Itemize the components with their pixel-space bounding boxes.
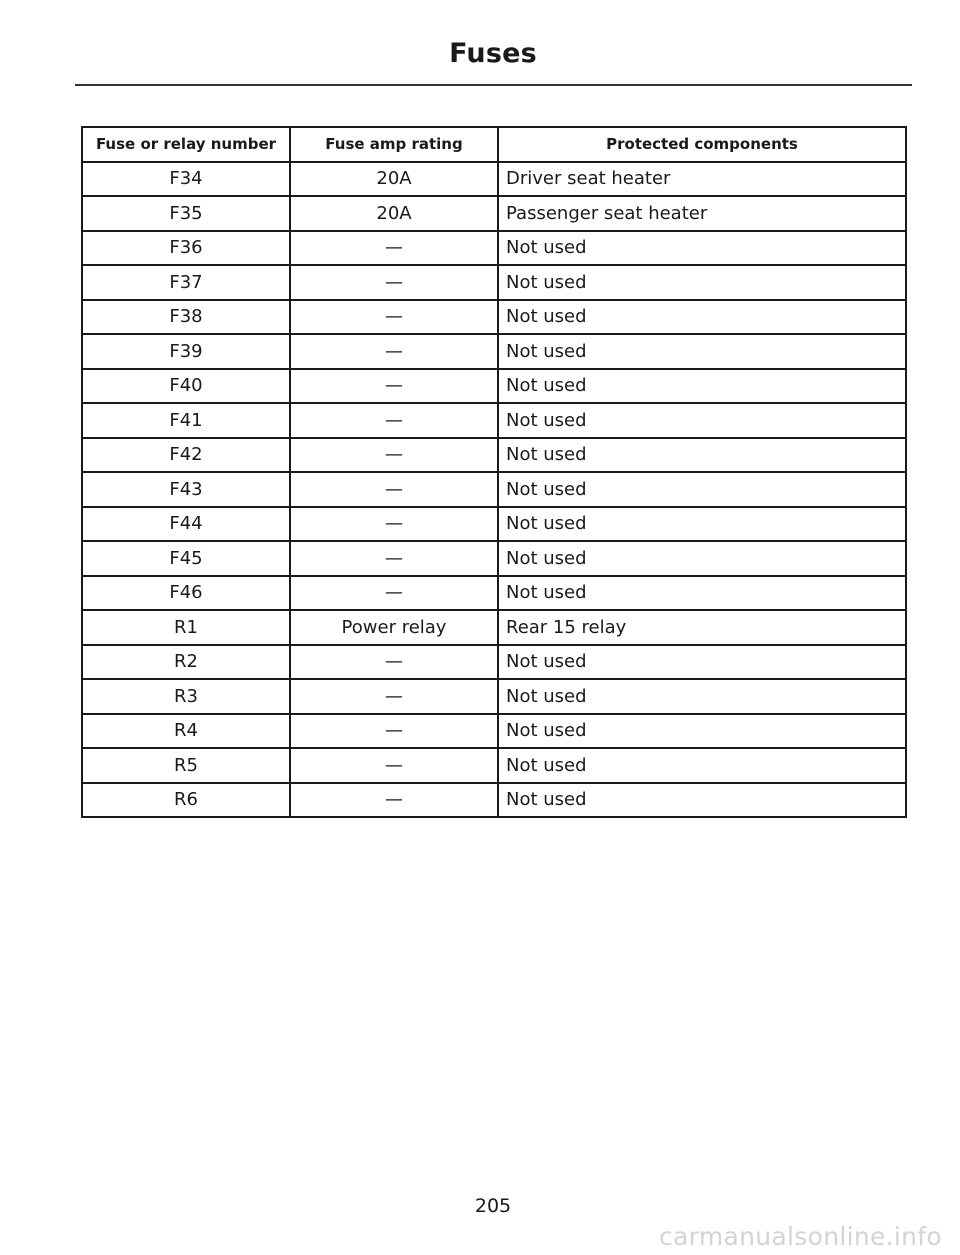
fuse-table bbox=[81, 126, 907, 818]
amp-rating-cell: — bbox=[290, 576, 498, 611]
protected-component-cell: Passenger seat heater bbox=[498, 196, 906, 231]
amp-rating-cell: — bbox=[290, 472, 498, 507]
protected-component-cell: Not used bbox=[498, 576, 906, 611]
protected-component-cell: Not used bbox=[498, 369, 906, 404]
table-row bbox=[82, 265, 906, 300]
amp-rating-cell: — bbox=[290, 748, 498, 783]
table-body bbox=[82, 162, 906, 818]
table-row bbox=[82, 507, 906, 542]
amp-rating-cell: — bbox=[290, 645, 498, 680]
fuse-number-cell: R1 bbox=[82, 610, 290, 645]
table-row bbox=[82, 403, 906, 438]
amp-rating-cell: — bbox=[290, 507, 498, 542]
protected-component-cell: Not used bbox=[498, 783, 906, 818]
table-row bbox=[82, 196, 906, 231]
amp-rating-cell: — bbox=[290, 231, 498, 266]
table-row bbox=[82, 231, 906, 266]
amp-rating-cell: — bbox=[290, 541, 498, 576]
protected-component-cell: Not used bbox=[498, 679, 906, 714]
table-header-row bbox=[82, 127, 906, 162]
fuse-number-cell: F40 bbox=[82, 369, 290, 404]
protected-component-cell: Not used bbox=[498, 265, 906, 300]
table-row bbox=[82, 334, 906, 369]
amp-rating-cell: — bbox=[290, 300, 498, 335]
protected-component-cell: Rear 15 relay bbox=[498, 610, 906, 645]
table-row bbox=[82, 679, 906, 714]
fuse-number-cell: F39 bbox=[82, 334, 290, 369]
protected-component-cell: Not used bbox=[498, 541, 906, 576]
amp-rating-cell: — bbox=[290, 369, 498, 404]
protected-component-cell: Not used bbox=[498, 334, 906, 369]
fuse-number-cell: F46 bbox=[82, 576, 290, 611]
fuse-number-cell: F43 bbox=[82, 472, 290, 507]
fuse-number-cell: R2 bbox=[82, 645, 290, 680]
protected-component-cell: Driver seat heater bbox=[498, 162, 906, 197]
protected-component-cell: Not used bbox=[498, 300, 906, 335]
fuse-number-cell: F41 bbox=[82, 403, 290, 438]
amp-rating-cell: 20A bbox=[290, 196, 498, 231]
fuse-number-cell: F34 bbox=[82, 162, 290, 197]
title-divider bbox=[75, 84, 912, 86]
protected-component-cell: Not used bbox=[498, 231, 906, 266]
protected-component-cell: Not used bbox=[498, 403, 906, 438]
fuse-number-cell: F38 bbox=[82, 300, 290, 335]
amp-rating-cell: — bbox=[290, 334, 498, 369]
table-row bbox=[82, 645, 906, 680]
amp-rating-cell: — bbox=[290, 679, 498, 714]
table-row bbox=[82, 162, 906, 197]
fuse-number-cell: F44 bbox=[82, 507, 290, 542]
table-row bbox=[82, 783, 906, 818]
protected-component-cell: Not used bbox=[498, 714, 906, 749]
amp-rating-cell: — bbox=[290, 265, 498, 300]
table-row bbox=[82, 541, 906, 576]
column-header-number: Fuse or relay number bbox=[82, 127, 290, 162]
column-header-components: Protected components bbox=[498, 127, 906, 162]
protected-component-cell: Not used bbox=[498, 645, 906, 680]
fuse-number-cell: R4 bbox=[82, 714, 290, 749]
table-row bbox=[82, 576, 906, 611]
amp-rating-cell: — bbox=[290, 438, 498, 473]
fuse-number-cell: F35 bbox=[82, 196, 290, 231]
column-header-amp: Fuse amp rating bbox=[290, 127, 498, 162]
amp-rating-cell: 20A bbox=[290, 162, 498, 197]
fuse-number-cell: F42 bbox=[82, 438, 290, 473]
fuse-number-cell: F36 bbox=[82, 231, 290, 266]
table-row bbox=[82, 748, 906, 783]
table-row bbox=[82, 300, 906, 335]
protected-component-cell: Not used bbox=[498, 438, 906, 473]
protected-component-cell: Not used bbox=[498, 748, 906, 783]
fuse-number-cell: F45 bbox=[82, 541, 290, 576]
amp-rating-cell: — bbox=[290, 714, 498, 749]
page-title: Fuses bbox=[449, 38, 537, 69]
amp-rating-cell: Power relay bbox=[290, 610, 498, 645]
table-row bbox=[82, 438, 906, 473]
amp-rating-cell: — bbox=[290, 403, 498, 438]
watermark: carmanualsonline.info bbox=[659, 1222, 942, 1251]
fuse-number-cell: R6 bbox=[82, 783, 290, 818]
amp-rating-cell: — bbox=[290, 783, 498, 818]
table-row bbox=[82, 369, 906, 404]
table-row bbox=[82, 472, 906, 507]
fuse-number-cell: F37 bbox=[82, 265, 290, 300]
page-number: 205 bbox=[474, 1195, 512, 1217]
fuse-number-cell: R3 bbox=[82, 679, 290, 714]
protected-component-cell: Not used bbox=[498, 472, 906, 507]
table-row bbox=[82, 714, 906, 749]
table-row bbox=[82, 610, 906, 645]
fuse-number-cell: R5 bbox=[82, 748, 290, 783]
protected-component-cell: Not used bbox=[498, 507, 906, 542]
